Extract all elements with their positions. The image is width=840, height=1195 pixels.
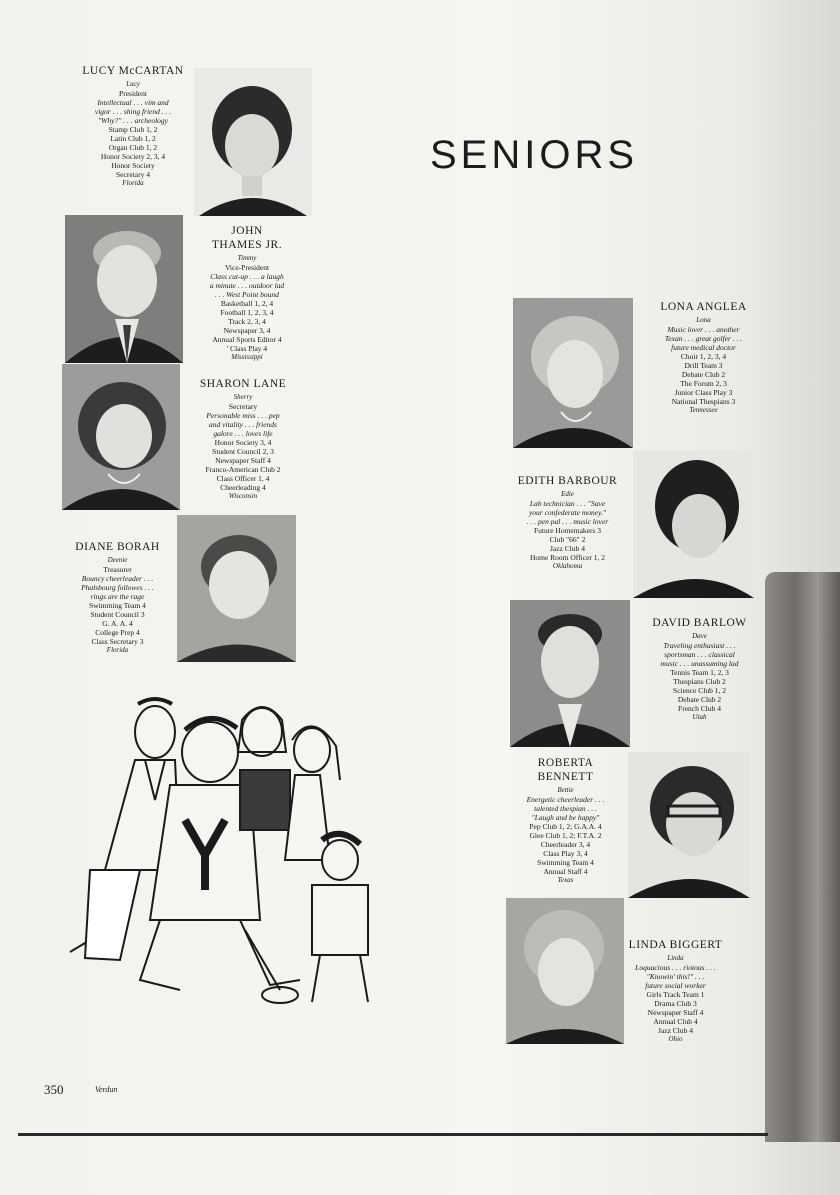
photo-lona-anglea	[513, 298, 633, 448]
senior-line: future social worker	[645, 981, 706, 990]
page-number: 350	[44, 1082, 64, 1097]
senior-line: Class cut-up . . . a laugh	[210, 272, 284, 281]
senior-line: "Knowin' this!" . . .	[646, 972, 705, 981]
senior-line: Traveling enthusiast . . .	[663, 641, 736, 650]
senior-line: Stamp Club 1, 2	[108, 125, 158, 134]
senior-nickname: Edie	[561, 490, 574, 498]
yearbook-name: Verdun	[95, 1085, 118, 1094]
senior-line: talented thespian . . .	[534, 804, 597, 813]
senior-line: Track 2, 3, 4	[228, 317, 266, 326]
senior-line: . . . pen pal . . . music lover	[526, 517, 609, 526]
senior-line: President	[119, 89, 147, 98]
senior-line: Bouncy cheerleader . . .	[81, 574, 154, 583]
photo-lucy-mccartan	[194, 68, 312, 216]
senior-line: Lab technician . . . "Save	[529, 499, 606, 508]
senior-line: a minute . . . outdoor lad	[209, 281, 285, 290]
senior-line: Honor Society 3, 4	[214, 438, 272, 447]
senior-line: sportsman . . . classical	[664, 650, 735, 659]
senior-nickname: Bettie	[557, 786, 574, 794]
senior-line: Honor Society	[111, 161, 155, 170]
senior-line: Basketball 1, 2, 4	[220, 299, 274, 308]
senior-line: Choir 1, 2, 3, 4	[680, 352, 727, 361]
senior-line: Secretary	[228, 402, 258, 411]
senior-entry-diane-borah	[55, 540, 180, 655]
photo-sharon-lane	[62, 364, 180, 510]
senior-name: EDITH BARBOUR	[517, 475, 618, 487]
senior-name: LINDA BIGGERT	[628, 939, 723, 951]
photo-diane-borah	[177, 515, 296, 662]
senior-line: Debate Club 2	[677, 695, 722, 704]
senior-line: Franco-American Club 2	[205, 465, 281, 474]
senior-entry-linda-biggert	[608, 938, 743, 1044]
senior-line: Annual Club 4	[653, 1017, 698, 1026]
senior-line: music . . . unassuming lad	[660, 659, 739, 668]
senior-home-state: Florida	[106, 646, 129, 654]
senior-line: Club "66" 2	[549, 535, 586, 544]
senior-line: Tennis Team 1, 2, 3	[670, 668, 729, 677]
senior-nickname: Sherry	[233, 393, 253, 401]
senior-line: Cheerleading 4	[220, 483, 266, 492]
senior-line: future medical doctor	[671, 343, 736, 352]
senior-name-line2: BENNETT	[537, 771, 594, 783]
senior-line: Science Club 1, 2	[673, 686, 726, 695]
senior-line: . . . West Point bound	[215, 290, 279, 299]
senior-name: LUCY McCARTAN	[82, 65, 184, 77]
senior-line: Personable miss . . . pep	[206, 411, 280, 420]
senior-entry-roberta-bennett	[498, 756, 633, 885]
senior-line: Energetic cheerleader . . .	[526, 795, 605, 804]
senior-line: Home Room Officer 1, 2	[529, 553, 606, 562]
senior-line: College Prep 4	[95, 628, 140, 637]
senior-line: Student Council 3	[90, 610, 145, 619]
senior-line: Cheerleader 3, 4	[540, 840, 591, 849]
senior-line: Swimming Team 4	[537, 858, 594, 867]
senior-line: Football 1, 2, 3, 4	[220, 308, 274, 317]
photo-david-barlow	[510, 600, 630, 747]
senior-line: The Forum 2, 3	[680, 379, 727, 388]
page-title: SENIORS	[430, 133, 639, 177]
page-edge-shadow	[765, 572, 840, 1142]
senior-line: Texan . . . great golfer . . .	[664, 334, 743, 343]
senior-name: JOHN	[231, 225, 263, 237]
senior-entry-edith-barbour	[500, 474, 635, 571]
senior-line: Secretary 4	[116, 170, 150, 179]
senior-line: National Thespians 3	[671, 397, 736, 406]
senior-line: vigor . . . shing friend . . .	[94, 107, 172, 116]
photo-linda-biggert	[506, 898, 624, 1044]
senior-line: Phalsbourg followes . . .	[81, 583, 154, 592]
senior-line: Glee Club 1, 2; F.T.A. 2	[529, 831, 602, 840]
senior-line: Treasurer	[103, 565, 132, 574]
senior-line: Class Secretary 3	[91, 637, 144, 646]
senior-line: "Laugh and be happy"	[531, 813, 600, 822]
senior-line: galore . . . loves life	[213, 429, 273, 438]
senior-line: Annual Staff 4	[543, 867, 588, 876]
senior-home-state: Florida	[122, 179, 144, 187]
senior-line: Swimming Team 4	[89, 601, 146, 610]
senior-name: LONA ANGLEA	[660, 301, 747, 313]
senior-nickname: Lona	[696, 316, 711, 324]
senior-home-state: Ohio	[668, 1035, 683, 1043]
senior-line: Annual Sports Editor 4	[212, 335, 282, 344]
senior-line: Honor Society 2, 3, 4	[100, 152, 166, 161]
senior-entry-lona-anglea	[636, 300, 771, 415]
senior-line: Drama Club 3	[654, 999, 697, 1008]
senior-home-state: Mississippi	[231, 353, 263, 361]
senior-nickname: Timmy	[237, 254, 257, 262]
cartoon-illustration	[50, 690, 380, 1010]
senior-nickname: Linda	[667, 954, 684, 962]
senior-nickname: Deenie	[107, 556, 128, 564]
senior-entry-john-thames	[182, 224, 312, 362]
senior-line: G. A. A. 4	[102, 619, 133, 628]
senior-nickname: Dave	[692, 632, 707, 640]
senior-home-state: Oklahoma	[552, 562, 583, 570]
senior-line: and vitality . . . friends	[209, 420, 277, 429]
senior-line: Intellectual . . . vim and	[97, 98, 169, 107]
senior-line: Class Play 3, 4	[543, 849, 588, 858]
senior-line: your confederate money."	[528, 508, 607, 517]
senior-line: Pep Club 1, 2; G.A.A. 4	[529, 822, 602, 831]
senior-home-state: Tennessee	[689, 406, 718, 414]
senior-name: DIANE BORAH	[75, 541, 160, 553]
senior-line: Vice-President	[224, 263, 270, 272]
senior-line: ' Class Play 4	[226, 344, 268, 353]
photo-roberta-bennett	[628, 752, 750, 898]
photo-edith-barbour	[633, 450, 754, 598]
senior-line: Junior Class Play 3	[674, 388, 733, 397]
senior-entry-lucy-mccartan	[68, 64, 198, 188]
senior-home-state: Utah	[692, 713, 707, 721]
senior-line: Drill Team 3	[684, 361, 723, 370]
senior-entry-sharon-lane	[178, 377, 308, 501]
senior-name-line2: THAMES JR.	[211, 239, 283, 251]
page-bottom-rule	[18, 1133, 768, 1136]
senior-name: SHARON LANE	[199, 378, 287, 390]
senior-line: Latin Club 1, 2	[110, 134, 156, 143]
senior-line: Class Officer 1, 4	[216, 474, 270, 483]
senior-line: "Why?" . . . archeology	[98, 116, 168, 125]
senior-line: Music lover . . . another	[667, 325, 740, 334]
senior-line: Jazz Club 4	[658, 1026, 693, 1035]
senior-line: Newspaper Staff 4	[215, 456, 271, 465]
photo-john-thames	[65, 215, 183, 363]
senior-home-state: Texas	[557, 876, 574, 884]
senior-entry-david-barlow	[632, 616, 767, 722]
senior-name: DAVID BARLOW	[652, 617, 747, 629]
senior-line: Debate Club 2	[681, 370, 726, 379]
senior-line: Jazz Club 4	[550, 544, 585, 553]
senior-line: rings are the rage	[90, 592, 145, 601]
senior-line: Newspaper Staff 4	[647, 1008, 704, 1017]
senior-line: Future Homemakers 3	[533, 526, 602, 535]
senior-line: French Club 4	[678, 704, 721, 713]
senior-line: Newspaper 3, 4	[223, 326, 271, 335]
senior-home-state: Wisconsin	[228, 492, 258, 500]
senior-line: Organ Club 1, 2	[108, 143, 158, 152]
senior-name: ROBERTA	[537, 757, 594, 769]
senior-line: Thespians Club 2	[673, 677, 726, 686]
senior-nickname: Lucy	[126, 80, 140, 88]
senior-line: Girls Track Team 1	[646, 990, 705, 999]
senior-line: Student Council 2, 3	[212, 447, 274, 456]
senior-line: Loquacious . . . riotous . . .	[635, 963, 716, 972]
